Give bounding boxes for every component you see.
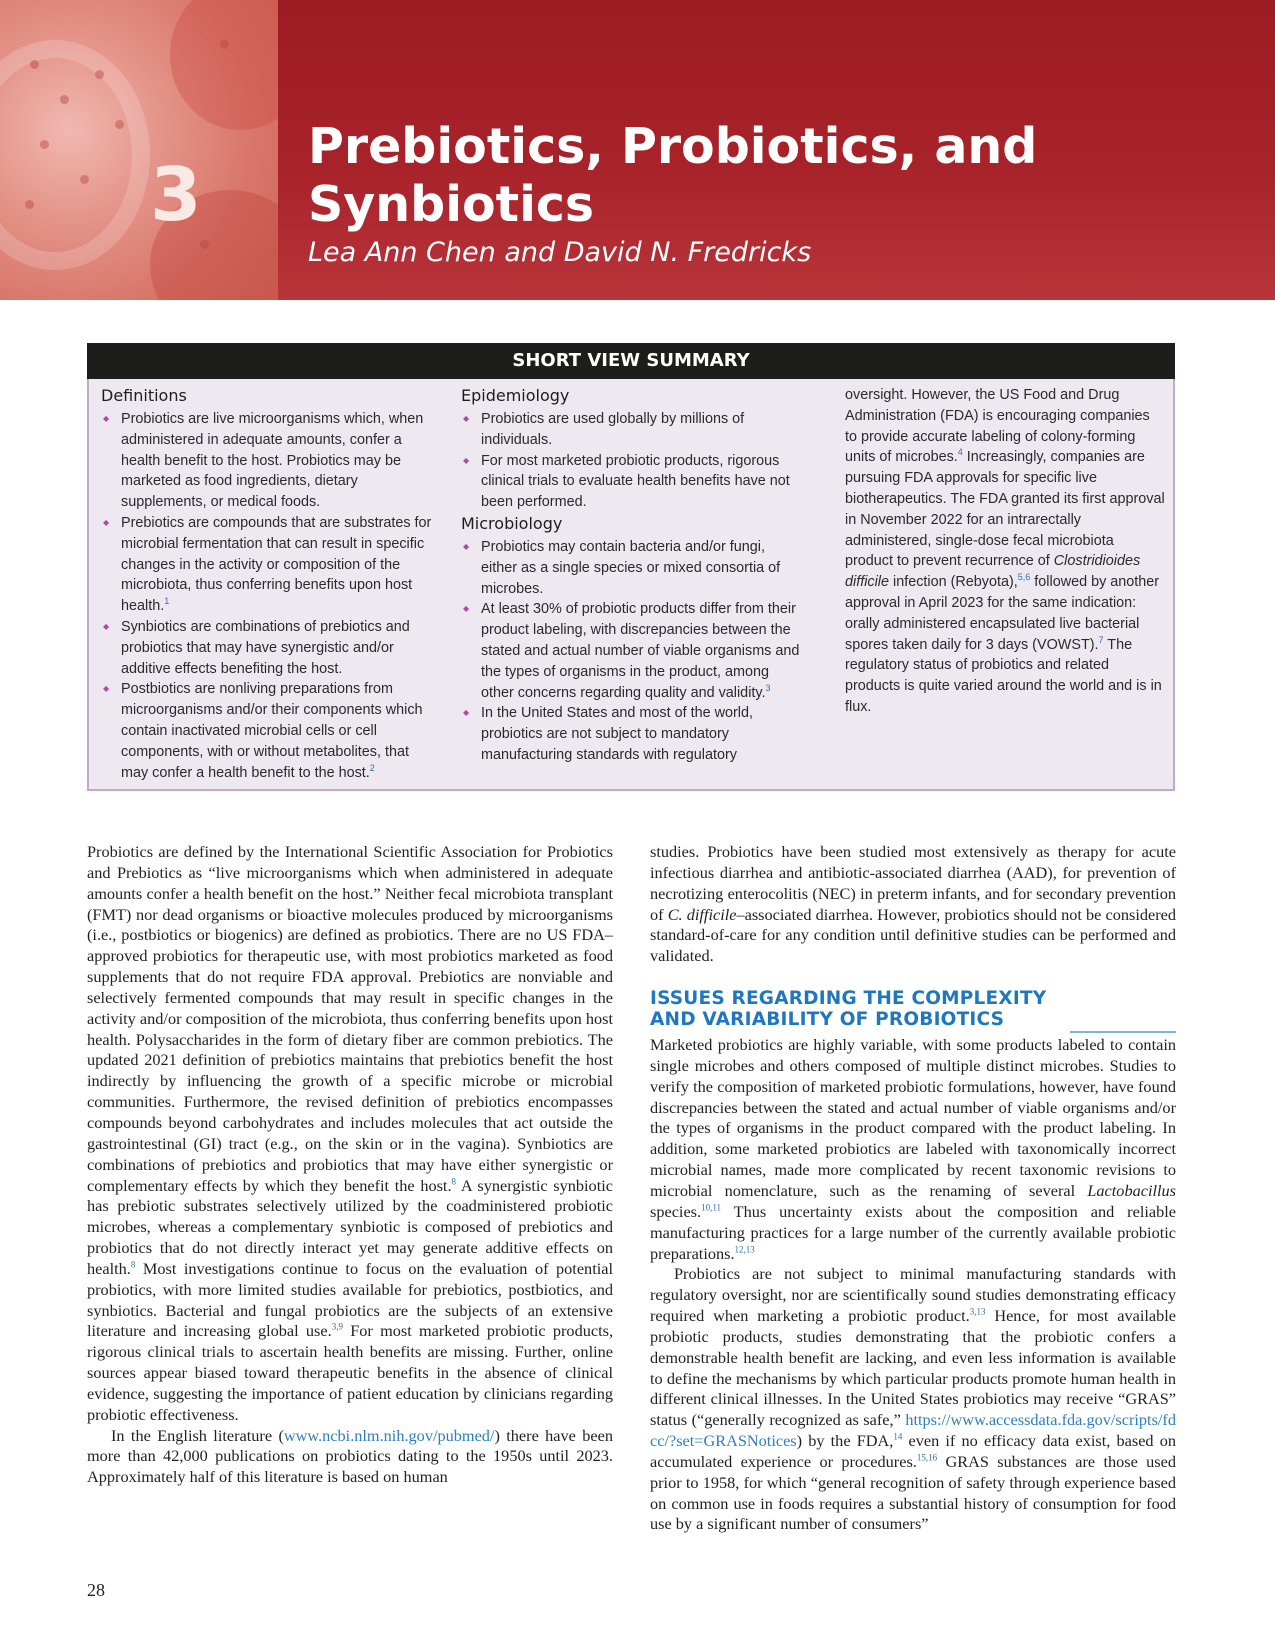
body-paragraph: studies. Probiotics have been studied most extensively as therapy for acute infectious diarrhea and antibiotic-associated diarrhea (AAD), for prevention of necrotizing enterocolitis (NEC) in preterm infants, and for secondary prevention of C. difficile–associated diarrhea. However, probiotics should not be considered standard-of-care for any condition until definitive studies can be performed and validated. <box>650 842 1177 966</box>
dot-shape <box>25 200 34 209</box>
body-paragraph: In the English literature (www.ncbi.nlm.nih.gov/pubmed/) there have been more than 42,000 publications on probiotics dating to the 1950s until 2023. Approximately half of this literature is based on human <box>87 1425 614 1487</box>
bullet-item: ◆ Synbiotics are combinations of prebiotics and probiotics that may have synergistic and/or additive effects benefiting the host. <box>101 617 439 679</box>
bullet-list <box>461 409 801 513</box>
cell-shape <box>170 0 278 130</box>
reference-link[interactable]: 5,6 <box>1017 572 1031 583</box>
chapter-header <box>0 0 1275 300</box>
reference-link[interactable]: 4 <box>957 447 963 458</box>
reference-link[interactable]: 3 <box>765 682 771 693</box>
chapter-title <box>308 118 1208 234</box>
section-heading: ISSUES REGARDING THE COMPLEXITY AND VARIABILITY OF PROBIOTICS <box>650 988 1047 1031</box>
dot-shape <box>40 140 49 149</box>
header-artwork <box>0 0 278 300</box>
bullet-item: ◆ At least 30% of probiotic products differ from their product labeling, with discrepancies between the stated and actual number of viable organisms and the types of organisms in the product, among other concerns regarding quality and validity.$^3$ <box>461 599 801 703</box>
pubmed-link[interactable]: www.ncbi.nlm.nih.gov/pubmed/ <box>283 1425 495 1445</box>
dot-shape <box>60 95 69 104</box>
reference-link[interactable]: 12,13 <box>734 1244 755 1255</box>
bullet-item: ◆ Probiotics are used globally by millions of individuals. <box>461 409 801 451</box>
reference-link[interactable]: 10,11 <box>701 1202 722 1213</box>
bullet-item: ◆ Prebiotics are compounds that are substrates for microbial fermentation that can result in specific changes in the activity or composition of the microbiota, thus conferring benefits upon host health.$^1$ <box>101 513 439 617</box>
reference-link[interactable]: 2 <box>369 762 375 773</box>
dot-shape <box>200 240 209 249</box>
body-column-left <box>87 842 613 1488</box>
fda-gras-link[interactable]: https://www.accessdata.fda.gov/scripts/fdcc/?set=GRASNotices <box>650 1410 1176 1451</box>
summary-section-heading: Microbiology <box>461 513 563 533</box>
reference-link[interactable]: 8 <box>130 1259 136 1270</box>
reference-link[interactable]: 3,9 <box>331 1321 343 1332</box>
heading-rule <box>1070 1031 1176 1033</box>
reference-link[interactable]: 8 <box>451 1176 457 1187</box>
summary-section-heading: Epidemiology <box>461 386 570 405</box>
chapter-title-line: Synbiotics <box>308 176 595 233</box>
body-paragraph: Probiotics are defined by the International Scientific Association for Probiotics and Prebiotics as “live microorganisms which when administered in adequate amounts confer a health benefit on the host.” Neither fecal microbiota transplant (FMT) nor dead organisms or bioactive molecules produced by microorganisms (i.e., postbiotics or biogenics) are defined as probiotics. There are no US FDA–approved probiotics for therapeutic use, with most probiotics marketed as food supplements that do not require FDA approval. Prebiotics are nonviable and selectively fermented compounds that may result in specific changes in the activity and/or composition of the microbiota, thus conferring benefits upon host health. Polysaccharides in the form of dietary fiber are common prebiotics. The updated 2021 definition of prebiotics maintains that prebiotics benefit the host indirectly by influencing the growth of a specific microbe or microbial communities. Furthermore, the revised definition of prebiotics encompasses compounds beyond carbohydrates and includes molecules that act outside the gastrointestinal (GI) tract (e.g., on the skin or in the vagina). Synbiotics are combinations of prebiotics and probiotics that may have either synergistic or complementary effects by which they benefit the host.$^8$ A synergistic synbiotic has prebiotic substrates selectively utilized by the coadministered probiotic microbes, whereas a complementary synbiotic is composed of prebiotics and probiotics that do not directly interact yet may generate additive effects on health.$^8$ Most investigations continue to focus on the evaluation of potential probiotics, with more limited studies available for prebiotics, postbiotics, and synbiotics. Bacterial and fungal probiotics are the subjects of an extensive literature and increasing global use.$^{3,9}$ For most marketed probiotic products, rigorous clinical trials to ascertain health benefits are missing. Further, online sources appear biased toward therapeutic benefits in the absence of clinical evidence, suggesting the importance of patient education by clinicians regarding probiotic effectiveness. <box>87 842 614 1424</box>
bullet-item: ◆ Postbiotics are nonliving preparations from microorganisms and/or their components which contain inactivated microbial cells or cell components, with or without metabolites, that may confer a health benefit to the host.$^2$ <box>101 679 439 783</box>
body-paragraph: Marketed probiotics are highly variable, with some products labeled to contain single microbes and others composed of multiple distinct microbes. Studies to verify the composition of marketed probiotic formulations, however, have found discrepancies between the stated and actual number of viable organisms and/or the types of organisms in the product compared with the product labeling. In addition, some marketed probiotics are labeled with taxonomically incorrect microbial names, made more complicated by recent taxonomic revisions to microbial nomenclature, such as the renaming of several Lactobacillus species.$^{10,11}$ Thus uncertainty exists about the composition and reliable manufacturing practices for a large number of the currently available probiotic preparations.$^{12,13}$ <box>650 1035 1176 1263</box>
reference-link[interactable]: 14 <box>893 1431 903 1442</box>
summary-section-heading: Definitions <box>101 386 187 405</box>
chapter-authors: Lea Ann Chen and David N. Fredricks <box>308 237 812 268</box>
cell-outline-shape <box>0 40 150 270</box>
bullet-item: ◆ Probiotics may contain bacteria and/or fungi, either as a single species or mixed consortia of microbes. <box>461 537 801 599</box>
summary-column <box>461 385 801 766</box>
dot-shape <box>95 70 104 79</box>
chapter-title-line: Prebiotics, Probiotics, and <box>308 118 1038 175</box>
body-column-right <box>650 842 1176 1535</box>
chapter-number: 3 <box>150 152 202 238</box>
body-paragraph: Probiotics are not subject to minimal manufacturing standards with regulatory oversight, nor are scientifically sound studies demonstrating efficacy required when marketing a probiotic product.$^{3,13}$ Hence, for most available probiotic products, studies demonstrating that the probiotic confers a demonstrable health benefit are lacking, and even less information is available to define the mechanisms by which particular products promote human health in different clinical illnesses. In the United States probiotics may receive “GRAS” status (“generally recognized as safe,” https://www.accessdata.fda.gov/scripts/fdcc/?set=GRASNotices) by the FDA,$^{14}$ even if no efficacy data exist, based on accumulated experience or procedures.$^{15,16}$ GRAS substances are those used prior to 1958, for which “general recognition of safety through experience based on common use in foods requires a substantial history of consumption for food use by a significant number of consumers” <box>650 1264 1177 1534</box>
summary-box <box>87 379 1175 791</box>
summary-column <box>101 385 439 783</box>
dot-shape <box>115 120 124 129</box>
reference-link[interactable]: 15,16 <box>916 1452 938 1463</box>
bullet-list <box>101 409 439 783</box>
dot-shape <box>220 40 229 49</box>
summary-column <box>845 385 1165 718</box>
bullet-item: ◆ Probiotics are live microorganisms which, when administered in adequate amounts, confer a health benefit to the host. Probiotics may be marketed as food ingredients, dietary supplements, or medical foods. <box>101 409 439 513</box>
page-number: 28 <box>87 1580 105 1600</box>
summary-paragraph: oversight. However, the US Food and Drug Administration (FDA) is encouraging companies to provide accurate labeling of colony-forming units of microbes.$^4$ Increasingly, companies are pursuing FDA approvals for specific live biotherapeutics. The FDA granted its first approval in November 2022 for an intrarectally administered, single-dose fecal microbiota product to prevent recurrence of Clostridioides difficile infection (Rebyota),$^{5,6}$ followed by another approval in April 2023 for the same indication: orally administered encapsulated live bacterial spores taken daily for 3 days (VOWST).$^7$ The regulatory status of probiotics and related products is quite varied around the world and is in flux. <box>845 387 1165 715</box>
bullet-item: ◆ For most marketed probiotic products, rigorous clinical trials to evaluate health benefits have not been performed. <box>461 451 801 513</box>
reference-link[interactable]: 3,13 <box>969 1306 986 1317</box>
summary-heading: SHORT VIEW SUMMARY <box>87 343 1175 379</box>
reference-link[interactable]: 7 <box>1098 634 1104 645</box>
bullet-item: ◆ In the United States and most of the world, probiotics are not subject to mandatory manufacturing standards with regulatory <box>461 703 801 765</box>
bullet-list <box>461 537 801 766</box>
dot-shape <box>80 175 89 184</box>
dot-shape <box>30 60 39 69</box>
reference-link[interactable]: 1 <box>164 596 170 607</box>
